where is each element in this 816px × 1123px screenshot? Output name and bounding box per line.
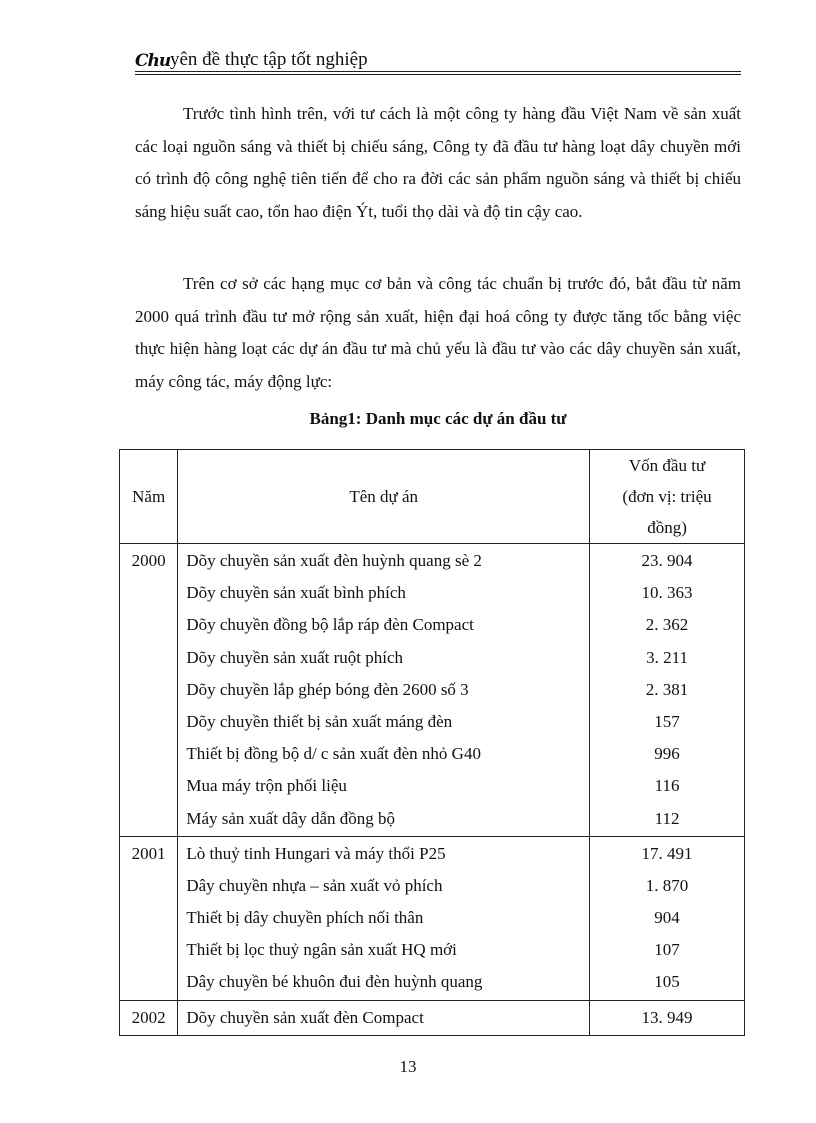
project-names-cell xyxy=(178,1000,590,1035)
projects-table xyxy=(119,449,745,1036)
project-name: Dõy chuyền thiết bị sản xuất máng đèn xyxy=(186,711,453,731)
table-header-row xyxy=(120,450,745,544)
header-title: yên đề thực tập tốt nghiệp xyxy=(170,49,368,70)
project-name: Dõy chuyền sản xuất bình phích xyxy=(186,583,406,603)
investment-value: 157 xyxy=(654,711,680,731)
year-cell xyxy=(120,1000,178,1035)
year-value: 2001 xyxy=(131,843,166,863)
project-names-cell xyxy=(178,836,590,1000)
table-group-row xyxy=(120,836,745,1000)
page-number: 13 xyxy=(399,1057,417,1076)
header-rule xyxy=(135,71,741,72)
project-name: Thiết bị lọc thuỷ ngân sản xuất HQ mới xyxy=(186,940,457,960)
paragraph-2: Trên cơ sở các hạng mục cơ bản và công tác chuẩn bị trước đó, bắt đầu từ năm 2000 quá trình đầu tư mở rộng sản xuất, hiện đại hoá công ty được tăng tốc bằng việc thực hiện hàng loạt các dự án đầu tư mà chủ yếu là đầu tư vào các dây chuyền sản xuất, máy công tác, máy động lực: xyxy=(135,274,741,391)
header-value-line: Vốn đầu tư xyxy=(628,456,706,475)
table-group-row xyxy=(120,1000,745,1035)
investment-values-cell xyxy=(590,836,745,1000)
investment-value: 10. 363 xyxy=(641,583,693,603)
table-body xyxy=(120,544,745,1036)
investment-value: 13. 949 xyxy=(641,1007,693,1027)
paragraph-1: Trước tình hình trên, với tư cách là một công ty hàng đầu Việt Nam về sản xuất các loại nguồn sáng và thiết bị chiếu sáng, Công ty đã đầu tư hàng loạt dây chuyền mới có trình độ công nghệ tiên tiến để cho ra đời các sản phẩm nguồn sáng và thiết bị chiếu sáng hiệu suất cao, tổn hao điện Ýt, tuổi thọ dài và độ tin cậy cao. xyxy=(135,104,741,221)
header-value-line: đồng) xyxy=(647,518,687,537)
project-name: Lò thuỷ tinh Hungari và máy thổi P25 xyxy=(186,843,446,863)
project-name: Thiết bị dây chuyền phích nối thân xyxy=(186,908,424,928)
year-cell xyxy=(120,544,178,837)
investment-values-cell xyxy=(590,544,745,837)
investment-values-cell xyxy=(590,1000,745,1035)
investment-value: 1. 870 xyxy=(645,875,689,895)
investment-value: 2. 362 xyxy=(645,615,689,635)
project-name: Dõy chuyền sản xuất đèn huỳnh quang sè 2 xyxy=(186,551,482,570)
project-name: Máy sản xuất dây dẫn đồng bộ xyxy=(186,808,396,828)
year-cell xyxy=(120,836,178,1000)
header-rule-thin xyxy=(135,74,741,75)
project-names-cell xyxy=(178,544,590,837)
header-year: Năm xyxy=(120,450,178,544)
project-name: Mua máy trộn phối liệu xyxy=(186,776,347,796)
project-name: Dây chuyền bé khuôn đui đèn huỳnh quang xyxy=(186,972,483,992)
project-name: Dõy chuyền đồng bộ lắp ráp đèn Compact xyxy=(186,615,474,635)
investment-value: 105 xyxy=(654,972,680,992)
investment-value: 116 xyxy=(654,776,680,796)
investment-value: 17. 491 xyxy=(641,843,693,863)
project-name: Dõy chuyền sản xuất đèn Compact xyxy=(186,1007,424,1027)
header-value xyxy=(590,450,745,544)
header-name: Tên dự án xyxy=(178,450,590,544)
project-name: Dõy chuyền lắp ghép bóng đèn 2600 số 3 xyxy=(186,679,469,699)
investment-value: 107 xyxy=(654,940,680,960)
page-header xyxy=(135,48,741,74)
table-caption: Bảng1: Danh mục các dự án đầu tư xyxy=(309,409,567,428)
project-name: Dây chuyền nhựa – sản xuất vỏ phích xyxy=(186,875,443,895)
investment-value: 996 xyxy=(654,744,680,764)
investment-value: 904 xyxy=(654,908,680,928)
year-value: 2000 xyxy=(131,551,166,570)
year-value: 2002 xyxy=(131,1007,166,1027)
investment-value: 112 xyxy=(654,808,680,828)
header-value-line: (đơn vị: triệu xyxy=(622,487,712,506)
investment-value: 3. 211 xyxy=(646,647,688,667)
header-logo: Chu xyxy=(135,51,171,71)
investment-value: 23. 904 xyxy=(641,551,693,570)
project-name: Thiết bị đồng bộ d/ c sản xuất đèn nhỏ G40 xyxy=(186,744,481,764)
table-group-row xyxy=(120,544,745,837)
investment-value: 2. 381 xyxy=(645,679,689,699)
project-name: Dõy chuyền sản xuất ruột phích xyxy=(186,647,404,667)
